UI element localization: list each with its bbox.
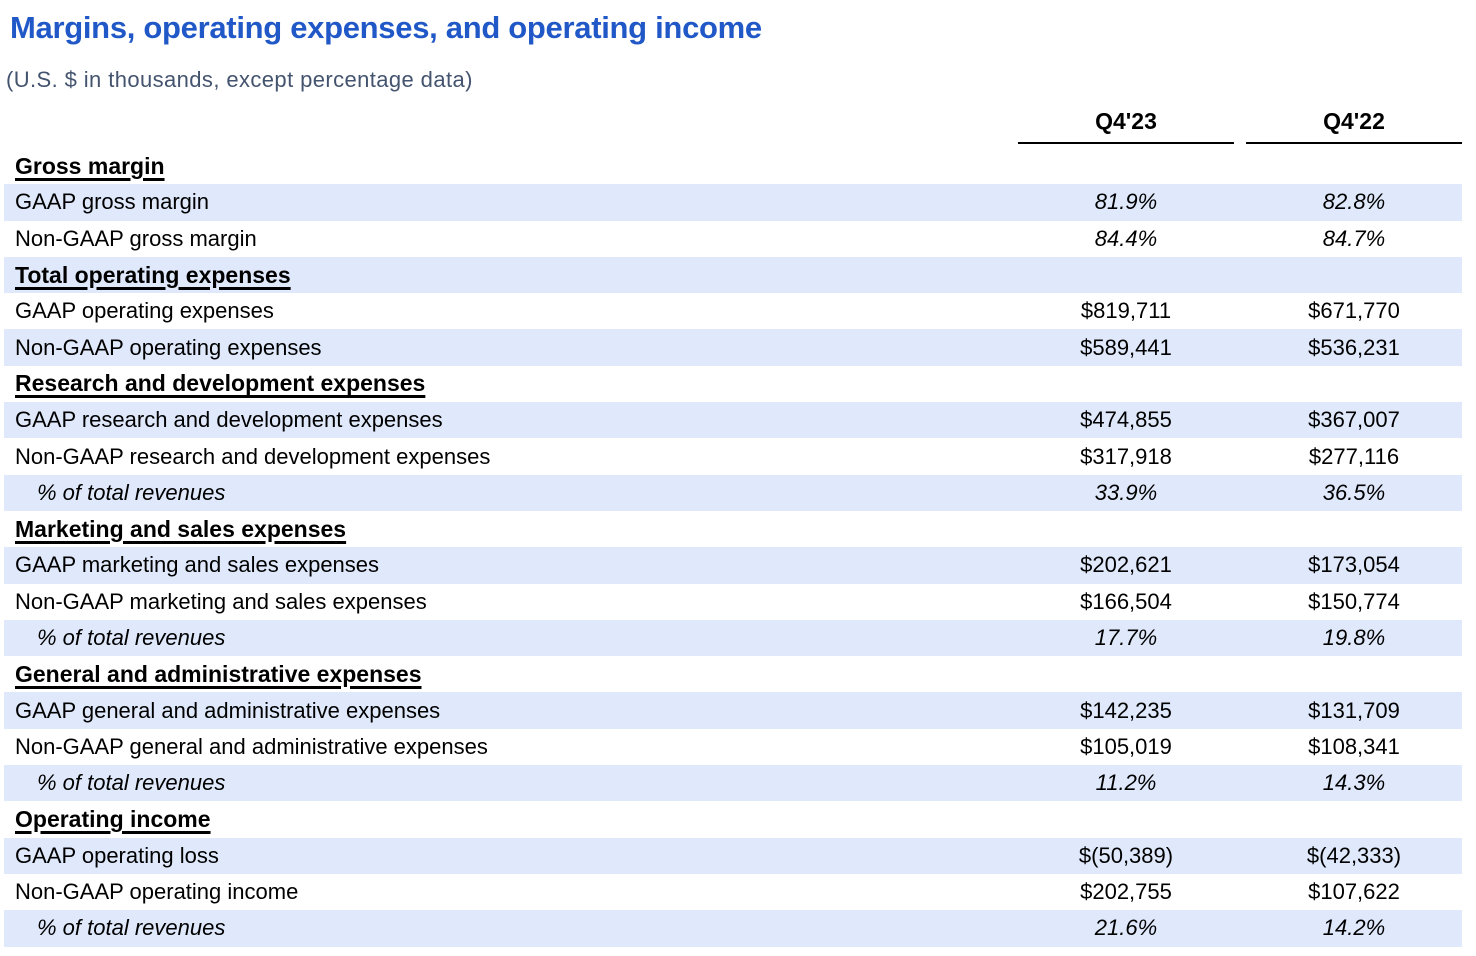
table-row: [4, 475, 1462, 511]
value-cell-q4-23: $474,855: [1080, 407, 1172, 433]
value-cell-q4-23: 17.7%: [1094, 625, 1158, 650]
value-cell-q4-23: $589,441: [1080, 334, 1172, 360]
value-cell-q4-22: $(42,333): [1306, 842, 1402, 868]
table-body: [4, 148, 1462, 947]
value-cell-q4-22: 82.8%: [1322, 189, 1386, 215]
value-cell-q4-23: $(50,389): [1078, 842, 1174, 868]
section-label: General and administrative expenses: [15, 660, 422, 687]
section-row: [4, 801, 1462, 837]
value-cell-q4-22: $107,622: [1308, 879, 1400, 905]
value-cell-q4-22: $173,054: [1308, 552, 1400, 578]
row-label: GAAP gross margin: [15, 189, 210, 215]
value-cell-q4-22: $277,116: [1308, 443, 1400, 469]
value-cell-q4-22: 14.2%: [1322, 915, 1386, 941]
value-cell-q4-22: 36.5%: [1322, 479, 1386, 505]
table-row: [4, 910, 1462, 946]
value-cell-q4-23: 81.9%: [1094, 189, 1158, 215]
row-label: Non-GAAP marketing and sales expenses: [15, 588, 427, 614]
section-label: Total operating expenses: [15, 261, 291, 288]
value-cell-q4-23: $202,755: [1080, 879, 1172, 905]
value-cell-q4-23: $142,235: [1080, 697, 1172, 723]
value-cell-q4-23: 11.2%: [1095, 770, 1157, 796]
value-cell-q4-23: $202,621: [1080, 552, 1172, 578]
row-label: % of total revenues: [37, 915, 226, 941]
row-label: % of total revenues: [37, 479, 226, 505]
section-row: [4, 366, 1462, 402]
row-label: Non-GAAP operating income: [15, 879, 299, 905]
table-row: [4, 765, 1462, 801]
column-header-q4-23: Q4'23: [1018, 108, 1234, 144]
table-row: [4, 838, 1462, 874]
row-label: % of total revenues: [37, 770, 226, 796]
table-row: [4, 221, 1462, 257]
value-cell-q4-23: $105,019: [1080, 733, 1172, 759]
value-cell-q4-22: $536,231: [1308, 334, 1400, 360]
table-row: [4, 329, 1462, 365]
row-label: Non-GAAP operating expenses: [15, 334, 322, 360]
section-row: [4, 656, 1462, 692]
value-cell-q4-22: $150,774: [1308, 588, 1400, 614]
section-row: [4, 511, 1462, 547]
financials-table: [4, 106, 1462, 947]
row-label: GAAP operating loss: [15, 842, 219, 868]
value-cell-q4-22: 19.8%: [1322, 625, 1386, 650]
page-title: Margins, operating expenses, and operating income: [10, 10, 762, 45]
table-header-row: [4, 106, 1462, 144]
value-cell-q4-23: $819,711: [1080, 298, 1172, 324]
section-row: [4, 148, 1462, 184]
row-label: GAAP marketing and sales expenses: [15, 552, 380, 578]
table-row: [4, 184, 1462, 220]
row-label: GAAP operating expenses: [15, 298, 274, 324]
section-label: Research and development expenses: [15, 370, 426, 397]
value-cell-q4-22: $367,007: [1308, 407, 1400, 433]
row-label: GAAP research and development expenses: [15, 407, 443, 433]
table-row: [4, 874, 1462, 910]
value-cell-q4-23: 21.6%: [1094, 915, 1158, 941]
value-cell-q4-23: 33.9%: [1094, 479, 1158, 505]
section-label: Gross margin: [15, 152, 165, 179]
table-row: [4, 293, 1462, 329]
value-cell-q4-22: $108,341: [1308, 733, 1400, 759]
section-label: Operating income: [15, 805, 211, 832]
row-label: % of total revenues: [37, 625, 226, 650]
row-label: Non-GAAP research and development expenses: [15, 443, 491, 469]
table-row: [4, 692, 1462, 728]
value-cell-q4-23: $166,504: [1080, 588, 1172, 614]
row-label: Non-GAAP gross margin: [15, 225, 257, 251]
table-row: [4, 547, 1462, 583]
row-label: Non-GAAP general and administrative expenses: [15, 733, 488, 759]
section-row: [4, 257, 1462, 293]
table-row: [4, 584, 1462, 620]
row-label: GAAP general and administrative expenses: [15, 697, 441, 723]
value-cell-q4-23: $317,918: [1080, 443, 1172, 469]
table-row: [4, 620, 1462, 656]
table-row: [4, 438, 1462, 474]
value-cell-q4-22: $131,709: [1308, 697, 1400, 723]
page-subtitle: (U.S. $ in thousands, except percentage data): [6, 67, 473, 92]
value-cell-q4-22: $671,770: [1308, 298, 1400, 324]
value-cell-q4-22: 84.7%: [1322, 225, 1386, 251]
table-row: [4, 402, 1462, 438]
section-label: Marketing and sales expenses: [15, 515, 347, 542]
value-cell-q4-23: 84.4%: [1094, 225, 1158, 251]
value-cell-q4-22: 14.3%: [1322, 770, 1386, 796]
column-header-q4-22: Q4'22: [1246, 108, 1462, 144]
table-row: [4, 729, 1462, 765]
